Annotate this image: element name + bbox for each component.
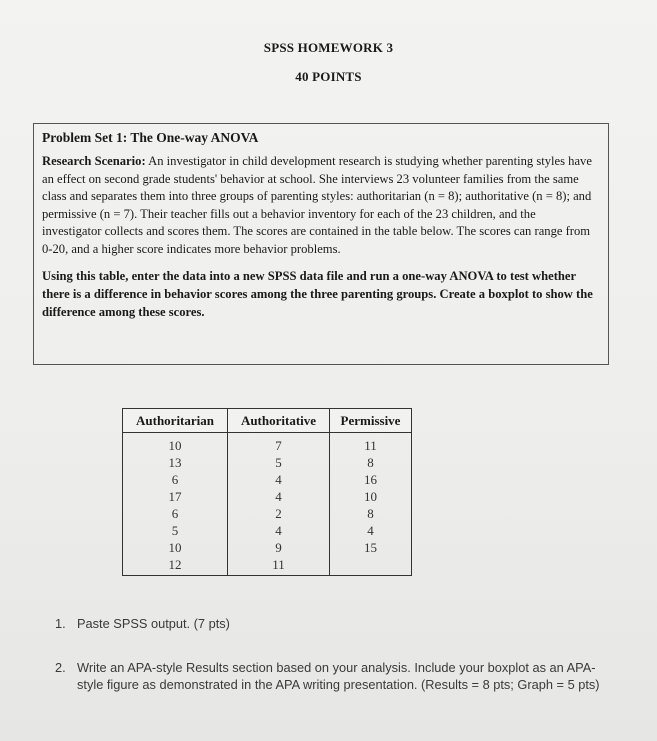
table-cell: 9 xyxy=(228,539,330,556)
table-cell: 8 xyxy=(330,505,412,522)
document-title: SPSS HOMEWORK 3 xyxy=(263,40,394,55)
table-cell: 16 xyxy=(330,471,412,488)
table-cell: 11 xyxy=(228,556,330,576)
scenario-label: Research Scenario: xyxy=(42,154,146,168)
table-cell: 10 xyxy=(123,433,228,455)
header-permissive: Permissive xyxy=(330,409,412,433)
table-cell: 4 xyxy=(228,522,330,539)
table-cell: 6 xyxy=(123,505,228,522)
table-cell: 4 xyxy=(330,522,412,539)
table-cell: 11 xyxy=(330,433,412,455)
table-row xyxy=(123,488,412,505)
scores-table xyxy=(122,408,412,576)
table-header-row xyxy=(123,409,412,433)
task-item-1 xyxy=(55,615,230,632)
header-authoritarian: Authoritarian xyxy=(123,409,228,433)
problem-heading: Problem Set 1: The One-way ANOVA xyxy=(42,130,259,145)
task-number: 1. xyxy=(55,616,66,631)
table-row xyxy=(123,556,412,576)
header-authoritative: Authoritative xyxy=(228,409,330,433)
table-cell: 13 xyxy=(123,454,228,471)
task-text: Write an APA-style Results section based on your analysis. Include your boxplot as an APA-style figure as demonstrated in the APA writing presentation. (Results = 8 pts; Graph = 5 pts) xyxy=(77,660,600,692)
table-row xyxy=(123,539,412,556)
table-cell: 5 xyxy=(228,454,330,471)
scenario-text: An investigator in child development research is studying whether parenting styles have an effect on second grade students' behavior at school. She interviews 23 volunteer families from the same class and separates them into three groups of parenting styles: authoritarian (n = 8); authoritative (n = 8); and permissive (n = 7). Their teacher fills out a behavior inventory for each of the 23 children, and the investigator collects and scores them. The scores are contained in the table below. The scores can range from 0-20, and a higher score indicates more behavior problems. xyxy=(42,154,592,256)
table-cell: 4 xyxy=(228,471,330,488)
table-cell: 10 xyxy=(330,488,412,505)
problem-set-box xyxy=(33,123,609,365)
table-cell: 7 xyxy=(228,433,330,455)
task-item-2 xyxy=(55,659,607,693)
points-label: 40 POINTS xyxy=(295,69,362,84)
table-cell: 2 xyxy=(228,505,330,522)
table-cell xyxy=(330,556,412,576)
table-cell: 5 xyxy=(123,522,228,539)
table-row xyxy=(123,433,412,455)
table-row xyxy=(123,454,412,471)
table-row xyxy=(123,522,412,539)
table-cell: 8 xyxy=(330,454,412,471)
table-row xyxy=(123,471,412,488)
table-row xyxy=(123,505,412,522)
table-cell: 17 xyxy=(123,488,228,505)
research-scenario xyxy=(42,153,598,258)
table-cell: 12 xyxy=(123,556,228,576)
task-number: 2. xyxy=(55,660,66,675)
table-cell: 15 xyxy=(330,539,412,556)
table-cell: 6 xyxy=(123,471,228,488)
table-cell: 4 xyxy=(228,488,330,505)
table-cell: 10 xyxy=(123,539,228,556)
task-text: Paste SPSS output. (7 pts) xyxy=(77,616,230,631)
instructions-text: Using this table, enter the data into a new SPSS data file and run a one-way ANOVA to test whether there is a difference in behavior scores among the three parenting groups. Create a boxplot to show the difference among these scores. xyxy=(42,269,593,319)
